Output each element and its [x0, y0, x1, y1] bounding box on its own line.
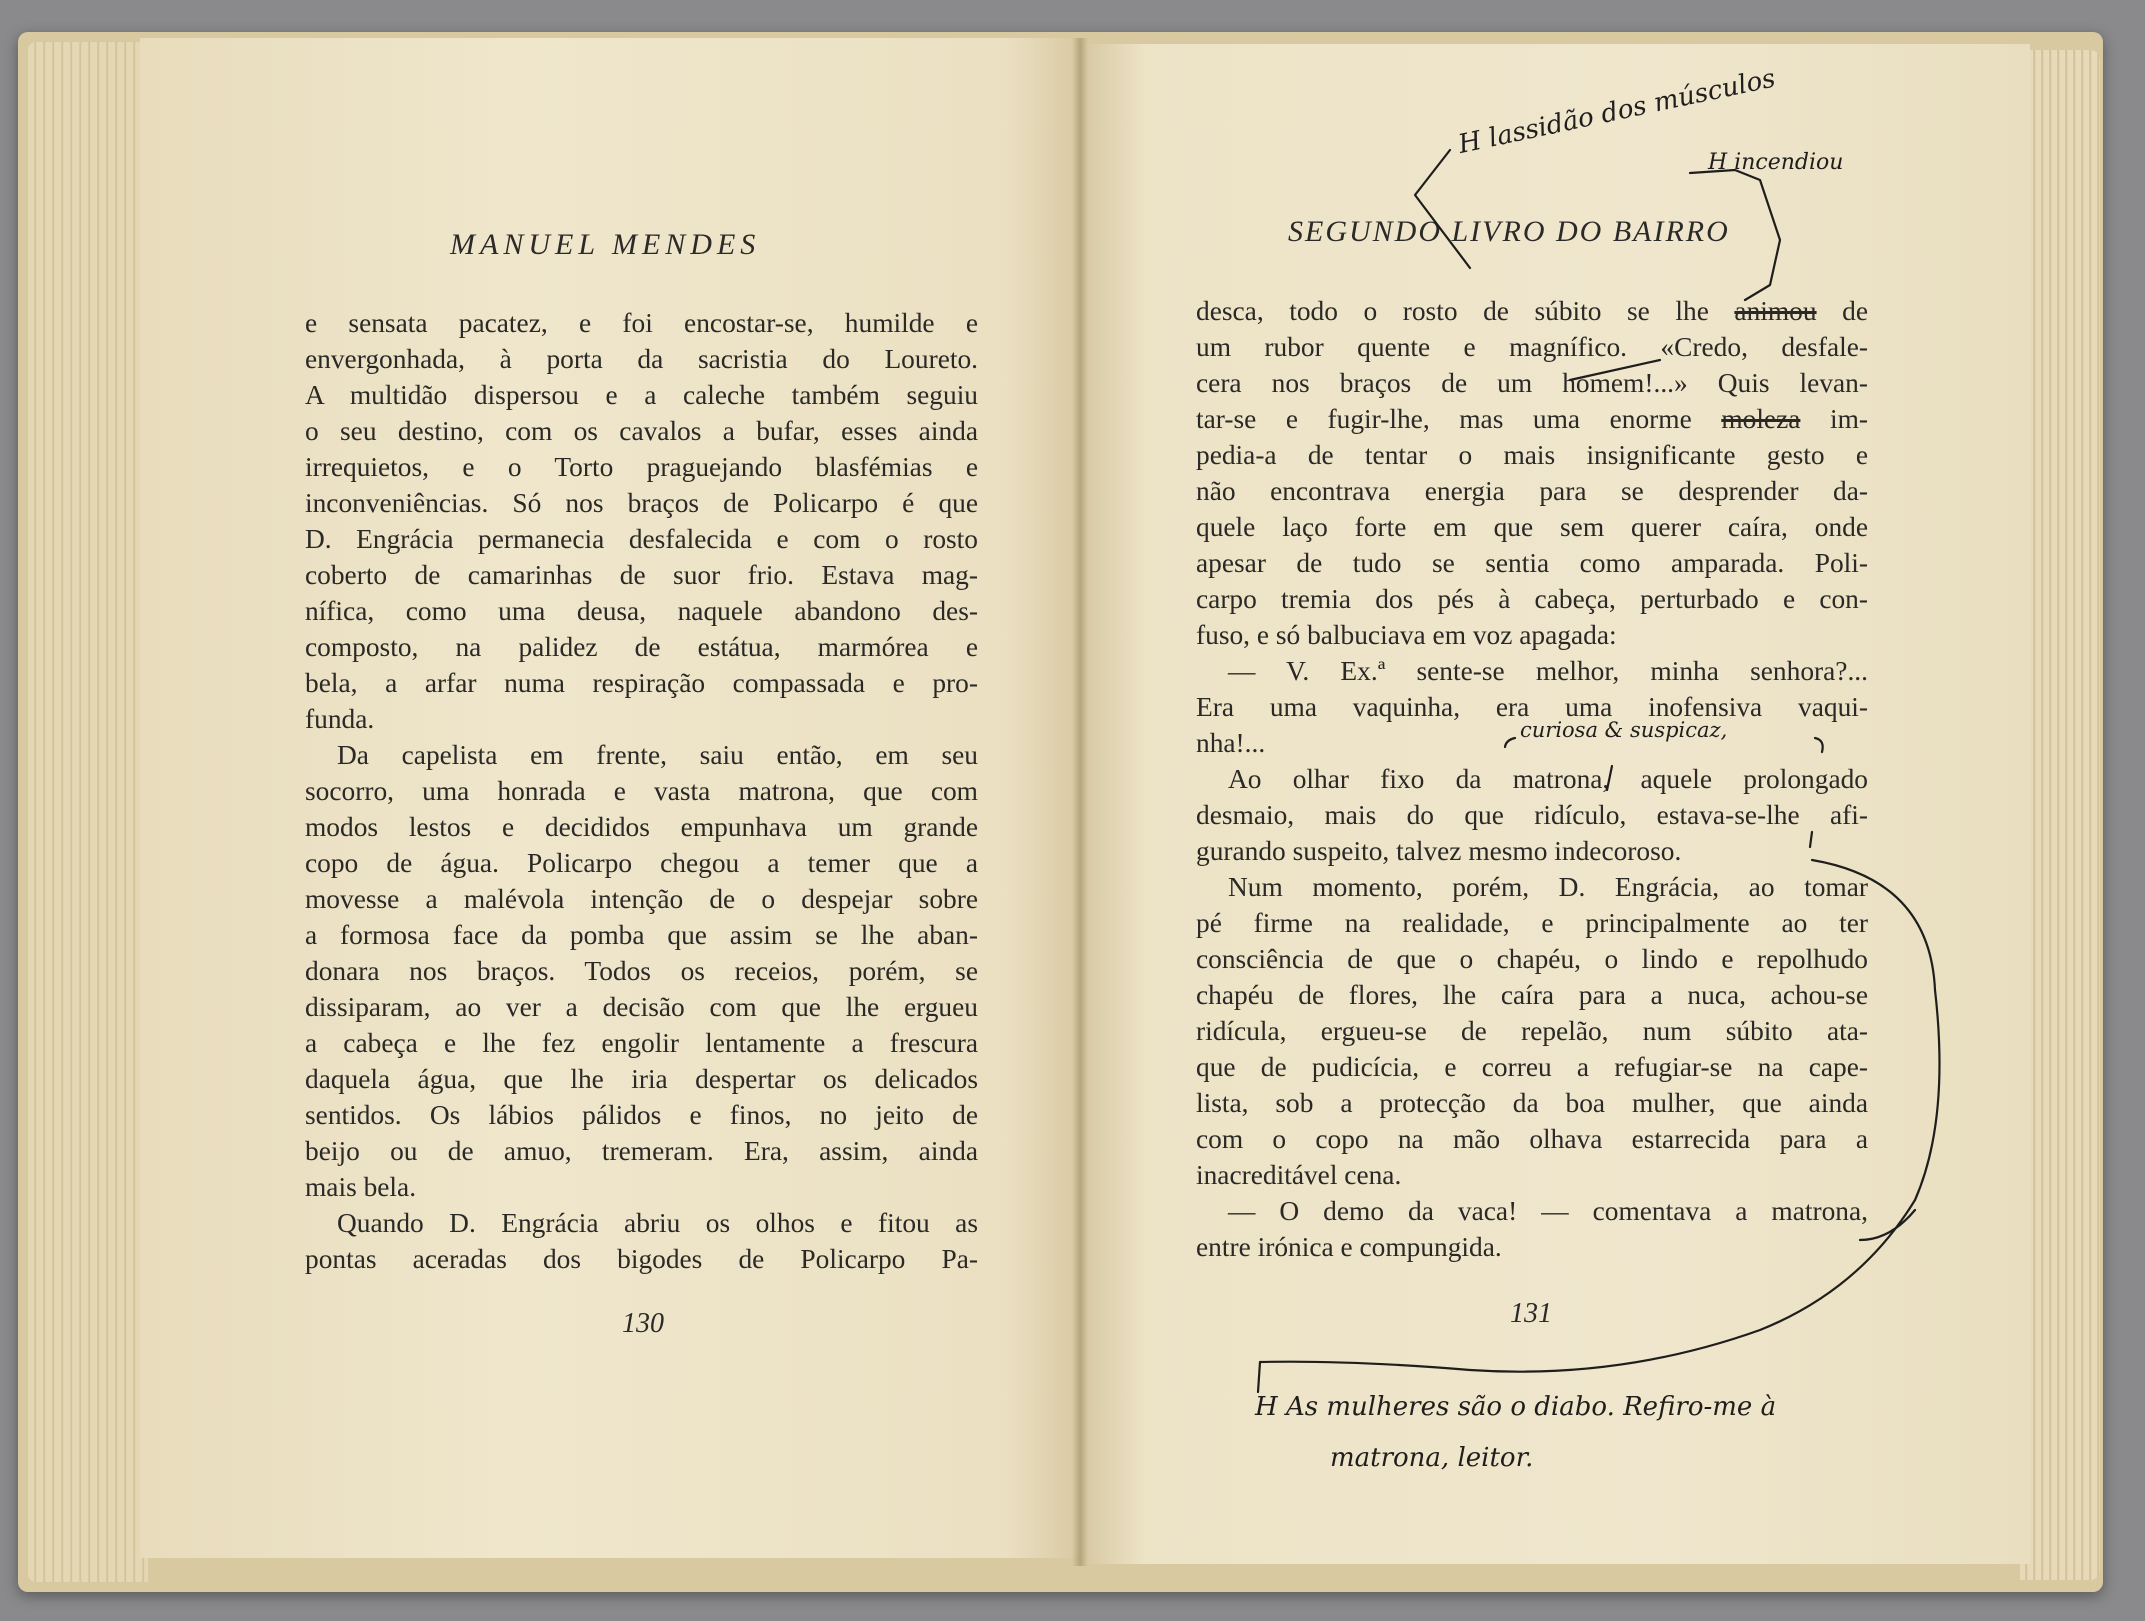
book-gutter	[1072, 38, 1088, 1566]
handwritten-note-mulheres: H As mulheres são o diabo. Refiro-me à	[1255, 1392, 1777, 1422]
right-page-number: 131	[1510, 1298, 1552, 1329]
text-line: mais bela.	[305, 1172, 417, 1202]
text-line: consciência de que o chapéu, o lindo e repolhudo	[1196, 944, 1868, 974]
text-line: inacreditável cena.	[1196, 1160, 1402, 1190]
text-line: — O demo da vaca! — comentava a matrona,	[1228, 1196, 1868, 1226]
text-line: coberto de camarinhas de suor frio. Estava mag-	[305, 560, 978, 590]
struck-word: moleza	[1721, 404, 1801, 434]
text-line: pedia-a de tentar o mais insignificante gesto e	[1196, 440, 1868, 470]
text-line: envergonhada, à porta da sacristia do Loureto.	[305, 344, 978, 374]
text-line: e sensata pacatez, e foi encostar-se, humilde e	[305, 308, 978, 338]
text-line: cera nos braços de um homem!...» Quis levan-	[1196, 368, 1868, 398]
left-running-head: MANUEL MENDES	[450, 228, 761, 261]
handwritten-note-incendiou: H incendiou	[1708, 150, 1844, 175]
text-line: composto, na palidez de estátua, marmórea e	[305, 632, 978, 662]
text-line: nífica, como uma deusa, naquele abandono des-	[305, 596, 978, 626]
handwritten-note-lassidao: H lassidão dos músculos	[1455, 63, 1779, 160]
text-line: sentidos. Os lábios pálidos e finos, no jeito de	[305, 1100, 978, 1130]
page-edges-right	[2020, 50, 2100, 1580]
text-line: beijo ou de amuo, tremeram. Era, assim, ainda	[305, 1136, 978, 1166]
text-line: nha!...	[1196, 728, 1266, 758]
right-running-head: SEGUNDO LIVRO DO BAIRRO	[1288, 215, 1730, 248]
text-line: a cabeça e lhe fez engolir lentamente a frescura	[305, 1028, 978, 1058]
text-line: A multidão dispersou e a caleche também seguiu	[305, 380, 978, 410]
text-line: que de pudicícia, e correu a refugiar-se na cape-	[1196, 1052, 1868, 1082]
struck-word: animou	[1734, 296, 1817, 326]
text-line: pé firme na realidade, e principalmente ao ter	[1196, 908, 1868, 938]
page-edges-left	[28, 42, 148, 1582]
text-line: não encontrava energia para se desprender da-	[1196, 476, 1868, 506]
text-line: Ao olhar fixo da matrona, aquele prolongado	[1228, 764, 1868, 794]
text-line: inconveniências. Só nos braços de Policarpo é que	[305, 488, 978, 518]
text-line: Num momento, porém, D. Engrácia, ao tomar	[1228, 872, 1868, 902]
text-line: fuso, e só balbuciava em voz apagada:	[1196, 620, 1617, 650]
text-line: apesar de tudo se sentia como amparada. Poli-	[1196, 548, 1868, 578]
text-line: — V. Ex.ª sente-se melhor, minha senhora?...	[1228, 656, 1868, 686]
text-line: Quando D. Engrácia abriu os olhos e fitou as	[337, 1208, 978, 1238]
text-line: chapéu de flores, lhe caíra para a nuca, achou-se	[1196, 980, 1868, 1010]
text-line: movesse a malévola intenção de o despejar sobre	[305, 884, 978, 914]
text-line: D. Engrácia permanecia desfalecida e com o rosto	[305, 524, 978, 554]
left-page-text	[305, 305, 978, 1277]
text-line: tar-se e fugir-lhe, mas uma enorme moleza im-	[1196, 404, 1868, 434]
text-line: com o copo na mão olhava estarrecida para a	[1196, 1124, 1868, 1154]
right-page-text	[1196, 293, 1868, 1265]
text-line: carpo tremia dos pés à cabeça, perturbado e con-	[1196, 584, 1868, 614]
text-line: a formosa face da pomba que assim se lhe aban-	[305, 920, 978, 950]
text-line: o seu destino, com os cavalos a bufar, esses ainda	[305, 416, 978, 446]
text-line: dissiparam, ao ver a decisão com que lhe ergueu	[305, 992, 978, 1022]
text-line: desca, todo o rosto de súbito se lhe animou de	[1196, 296, 1868, 326]
text-line: bela, a arfar numa respiração compassada e pro-	[305, 668, 978, 698]
text-line: irrequietos, e o Torto praguejando blasfémias e	[305, 452, 978, 482]
text-line: Era uma vaquinha, era uma inofensiva vaqui-	[1196, 692, 1868, 722]
text-line: pontas aceradas dos bigodes de Policarpo Pa-	[305, 1244, 978, 1274]
handwritten-note-leitor: matrona, leitor.	[1330, 1443, 1534, 1473]
text-line: Da capelista em frente, saiu então, em seu	[337, 740, 978, 770]
text-line: gurando suspeito, talvez mesmo indecoroso.	[1196, 836, 1682, 866]
handwritten-note-curiosa: curiosa & suspicaz,	[1520, 718, 1728, 742]
text-line: copo de água. Policarpo chegou a temer que a	[305, 848, 978, 878]
text-line: socorro, uma honrada e vasta matrona, que com	[305, 776, 978, 806]
text-line: lista, sob a protecção da boa mulher, que ainda	[1196, 1088, 1868, 1118]
text-line: quele laço forte em que sem querer caíra, onde	[1196, 512, 1868, 542]
text-line: daquela água, que lhe iria despertar os delicados	[305, 1064, 978, 1094]
text-line: ridícula, ergueu-se de repelão, num súbito ata-	[1196, 1016, 1868, 1046]
text-line: entre irónica e compungida.	[1196, 1232, 1502, 1262]
text-line: modos lestos e decididos empunhava um grande	[305, 812, 978, 842]
text-line: um rubor quente e magnífico. «Credo, desfale-	[1196, 332, 1868, 362]
left-page-number: 130	[622, 1308, 664, 1339]
text-line: desmaio, mais do que ridículo, estava-se-lhe afi-	[1196, 800, 1868, 830]
text-line: funda.	[305, 704, 375, 734]
text-line: donara nos braços. Todos os receios, porém, se	[305, 956, 978, 986]
